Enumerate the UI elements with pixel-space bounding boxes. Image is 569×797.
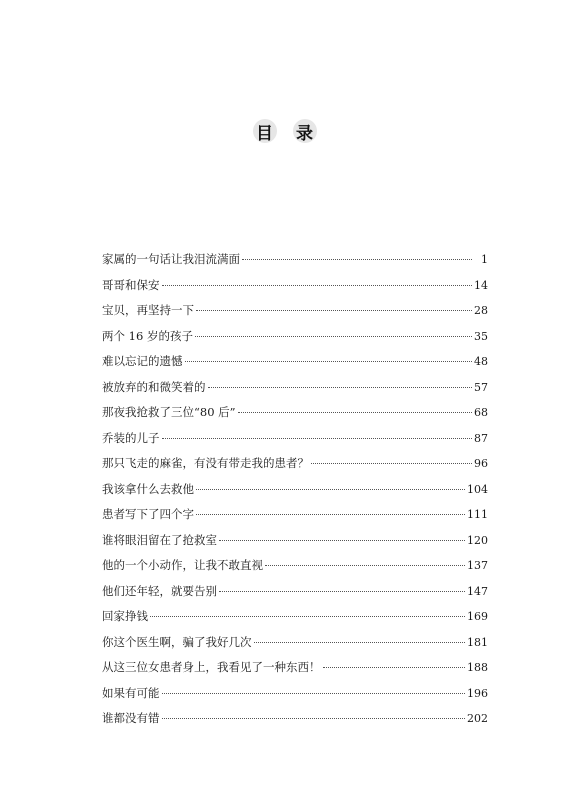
toc-dot-leader	[265, 565, 465, 566]
toc-entry-title: 哥哥和保安	[102, 277, 160, 292]
toc-entry[interactable]	[102, 430, 488, 456]
toc-entry-title: 宝贝，再坚持一下	[102, 303, 194, 317]
toc-dot-leader	[242, 259, 472, 260]
toc-dot-leader	[323, 667, 466, 668]
toc-entry-page: 120	[467, 533, 488, 547]
toc-entry[interactable]	[102, 379, 488, 405]
toc-entry-page: 87	[474, 431, 488, 445]
toc-entry-title: 回家挣钱	[102, 609, 148, 623]
toc-dot-leader	[162, 285, 473, 286]
toc-entry[interactable]	[102, 506, 488, 532]
toc-entry-page: 1	[481, 253, 488, 266]
toc-entry[interactable]	[102, 481, 488, 507]
toc-entry-page: 35	[474, 329, 488, 343]
toc-dot-leader	[196, 489, 465, 490]
toc-entry-page: 169	[467, 610, 488, 623]
toc-entry[interactable]	[102, 277, 488, 303]
toc-entry[interactable]	[102, 353, 488, 379]
toc-dot-leader	[162, 693, 466, 694]
toc-entry-title: 如果有可能	[102, 685, 160, 700]
toc-entry[interactable]	[102, 302, 488, 328]
toc-entry-title: 患者写下了四个字	[102, 507, 194, 521]
toc-dot-leader	[196, 514, 465, 515]
toc-entry-page: 104	[467, 482, 488, 496]
toc-entry-title: 谁都没有错	[102, 711, 160, 725]
toc-dot-leader	[162, 438, 473, 439]
toc-entry[interactable]	[102, 659, 488, 685]
toc-dot-leader	[219, 591, 465, 592]
toc-entry-page: 188	[467, 661, 488, 674]
toc-entry[interactable]	[102, 532, 488, 558]
toc-dot-leader	[150, 616, 465, 617]
toc-entry[interactable]	[102, 710, 488, 736]
toc-entry[interactable]	[102, 634, 488, 660]
toc-entry-page: 202	[467, 712, 488, 725]
toc-entry-page: 68	[474, 406, 488, 419]
toc-entry-page: 196	[467, 686, 488, 700]
toc-dot-leader	[195, 336, 472, 337]
toc-dot-leader	[162, 718, 466, 719]
toc-entry[interactable]	[102, 251, 488, 277]
toc-entry-page: 147	[467, 584, 488, 598]
toc-entry-page: 57	[474, 380, 488, 394]
toc-entry-page: 14	[474, 278, 488, 292]
toc-entry-page: 96	[474, 457, 488, 470]
toc-entry-title: 难以忘记的遗憾	[102, 354, 183, 368]
toc-entry-title: 谁将眼泪留在了抢救室	[102, 532, 217, 547]
toc-entry[interactable]	[102, 328, 488, 354]
toc-entry-title: 家属的一句话让我泪流满面	[102, 252, 240, 266]
toc-entry-title: 那夜我抢救了三位“80 后”	[102, 405, 236, 419]
toc-entry[interactable]	[102, 404, 488, 430]
title-char: 录	[293, 119, 317, 143]
toc-dot-leader	[196, 310, 472, 311]
toc-entry-page: 28	[474, 304, 488, 317]
toc-entry-page: 137	[467, 559, 488, 572]
toc-entry-title: 被放弃的和微笑着的	[102, 379, 206, 394]
toc-entry[interactable]	[102, 685, 488, 711]
toc-entry-title: 从这三位女患者身上，我看见了一种东西！	[102, 660, 321, 674]
toc-entry-title: 你这个医生啊，骗了我好几次	[102, 634, 252, 649]
toc-entry-title: 他的一个小动作，让我不敢直视	[102, 558, 263, 572]
toc-entry-title: 乔装的儿子	[102, 430, 160, 445]
toc-entry-title: 两个 16 岁的孩子	[102, 328, 193, 343]
toc-entry-title: 那只飞走的麻雀，有没有带走我的患者？	[102, 456, 309, 470]
toc-entry[interactable]	[102, 608, 488, 634]
toc-dot-leader	[311, 463, 472, 464]
title-char: 目	[253, 119, 277, 143]
toc-dot-leader	[185, 361, 473, 362]
toc-dot-leader	[208, 387, 473, 388]
toc-entry[interactable]	[102, 557, 488, 583]
table-of-contents	[102, 251, 488, 736]
toc-dot-leader	[219, 540, 465, 541]
toc-entry[interactable]	[102, 583, 488, 609]
page-title	[0, 119, 569, 143]
toc-entry-page: 181	[467, 635, 488, 649]
toc-dot-leader	[254, 642, 466, 643]
toc-entry[interactable]	[102, 455, 488, 481]
toc-entry-page: 111	[467, 508, 488, 521]
toc-entry-page: 48	[474, 355, 488, 368]
toc-dot-leader	[238, 412, 472, 413]
toc-entry-title: 他们还年轻，就要告别	[102, 583, 217, 598]
toc-entry-title: 我该拿什么去救他	[102, 481, 194, 496]
